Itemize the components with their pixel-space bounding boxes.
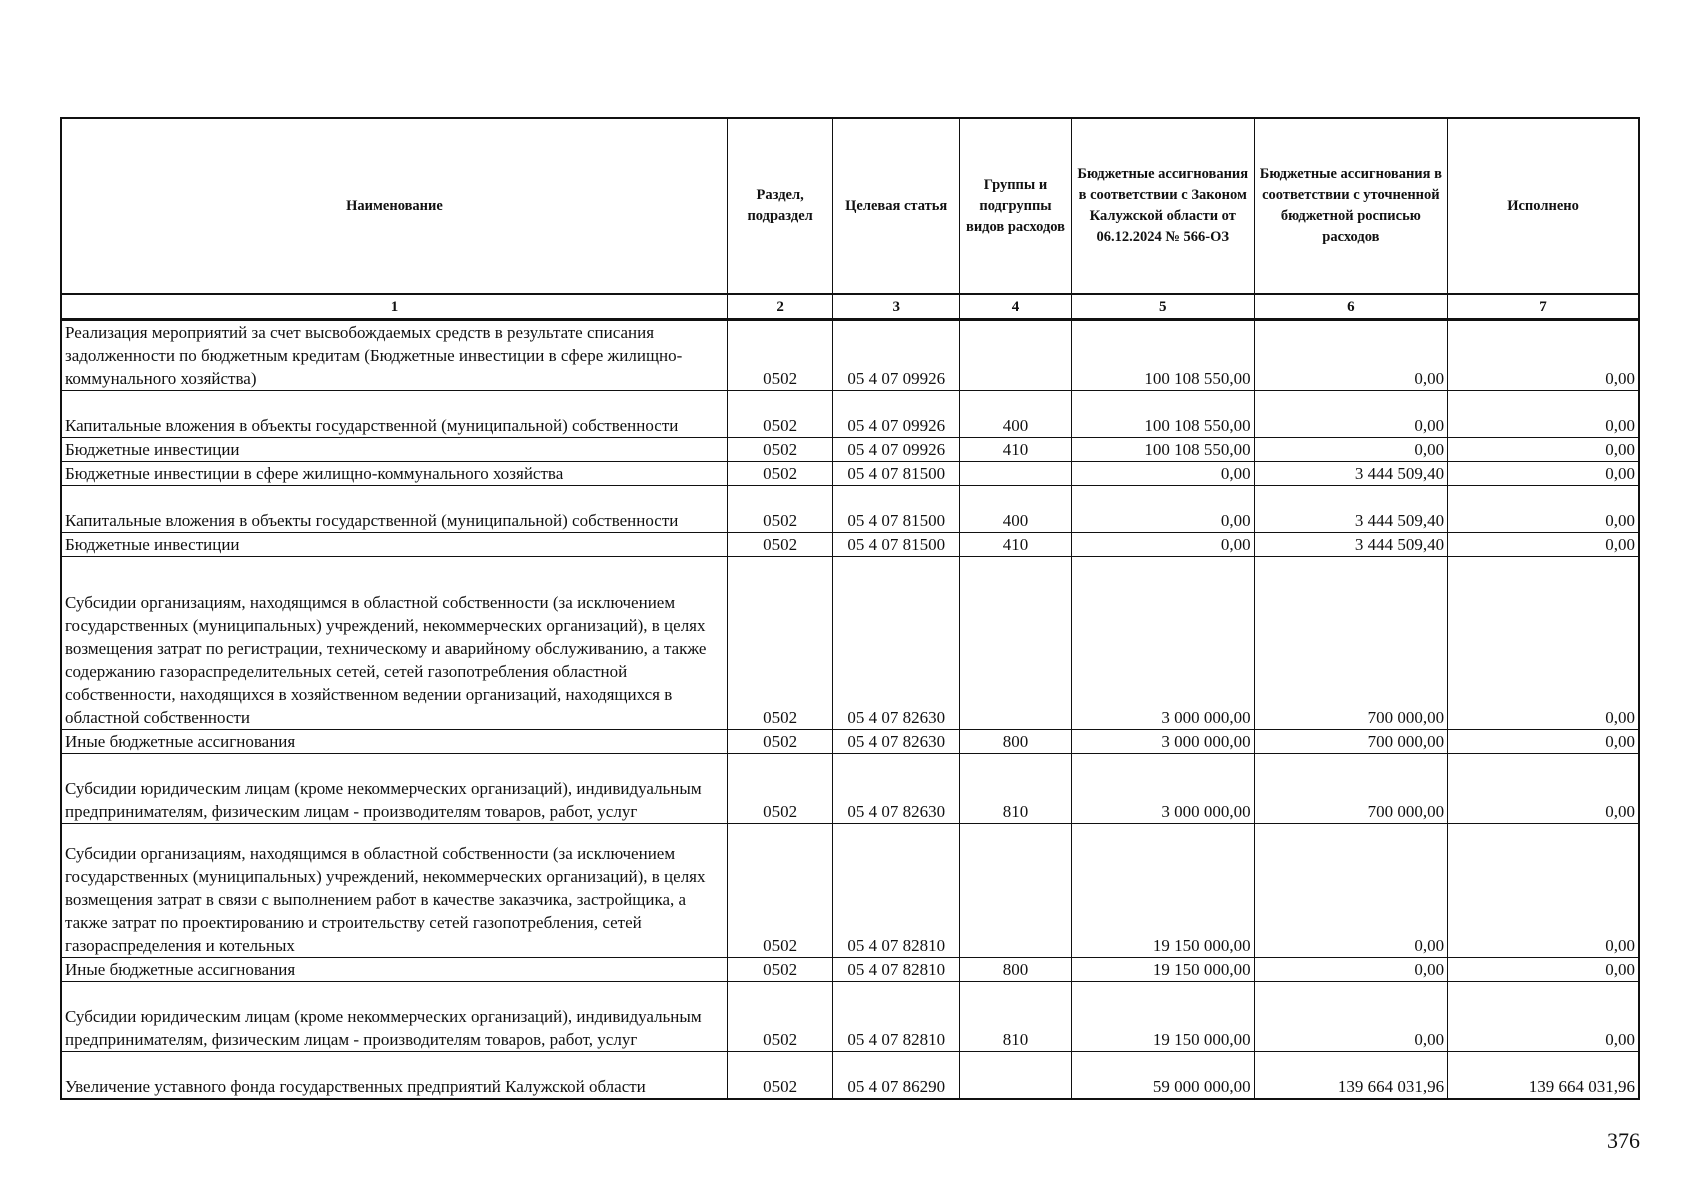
row-name: Бюджетные инвестиции: [61, 533, 727, 557]
column-number: 3: [833, 294, 960, 320]
row-executed-amount: 0,00: [1448, 462, 1639, 486]
row-law-amount: 3 000 000,00: [1071, 754, 1254, 824]
row-group: 800: [960, 730, 1072, 754]
row-law-amount: 19 150 000,00: [1071, 824, 1254, 958]
row-refined-amount: 3 444 509,40: [1254, 533, 1447, 557]
header-name: Наименование: [61, 118, 727, 294]
row-law-amount: 100 108 550,00: [1071, 320, 1254, 391]
row-law-amount: 19 150 000,00: [1071, 958, 1254, 982]
table-row: [61, 730, 1639, 754]
row-executed-amount: 0,00: [1448, 730, 1639, 754]
row-refined-amount: 3 444 509,40: [1254, 486, 1447, 533]
row-refined-amount: 0,00: [1254, 320, 1447, 391]
page-number: 376: [1607, 1128, 1640, 1153]
row-group: 810: [960, 754, 1072, 824]
row-refined-amount: 0,00: [1254, 438, 1447, 462]
row-group: 410: [960, 533, 1072, 557]
column-number: 6: [1254, 294, 1447, 320]
row-section: 0502: [727, 982, 832, 1052]
row-target: 05 4 07 86290: [833, 1052, 960, 1100]
row-group: 810: [960, 982, 1072, 1052]
row-target: 05 4 07 81500: [833, 533, 960, 557]
row-name: Субсидии организациям, находящимся в областной собственности (за исключением государственных (муниципальных) учреждений, некоммерческих организаций), в целях возмещения затрат в связи с выполнением работ в качестве заказчика, застройщика, а также затрат по проектированию и строительству сетей газопотребления, сетей газораспределения и котельных: [61, 824, 727, 958]
row-group: [960, 320, 1072, 391]
row-law-amount: 19 150 000,00: [1071, 982, 1254, 1052]
row-executed-amount: 0,00: [1448, 958, 1639, 982]
row-group: [960, 462, 1072, 486]
row-executed-amount: 0,00: [1448, 824, 1639, 958]
row-target: 05 4 07 09926: [833, 391, 960, 438]
row-executed-amount: 0,00: [1448, 533, 1639, 557]
row-executed-amount: 0,00: [1448, 754, 1639, 824]
row-executed-amount: 0,00: [1448, 982, 1639, 1052]
row-target: 05 4 07 82630: [833, 730, 960, 754]
row-refined-amount: 0,00: [1254, 391, 1447, 438]
row-group: [960, 1052, 1072, 1100]
row-name: Капитальные вложения в объекты государственной (муниципальной) собственности: [61, 391, 727, 438]
row-name: Реализация мероприятий за счет высвобождаемых средств в результате списания задолженности по бюджетным кредитам (Бюджетные инвестиции в сфере жилищно-коммунального хозяйства): [61, 320, 727, 391]
table-row: [61, 438, 1639, 462]
row-executed-amount: 0,00: [1448, 486, 1639, 533]
row-executed-amount: 0,00: [1448, 438, 1639, 462]
row-law-amount: 0,00: [1071, 486, 1254, 533]
row-executed-amount: 139 664 031,96: [1448, 1052, 1639, 1100]
table-row: [61, 754, 1639, 824]
row-refined-amount: 700 000,00: [1254, 557, 1447, 730]
row-section: 0502: [727, 824, 832, 958]
row-target: 05 4 07 82630: [833, 557, 960, 730]
table-row: [61, 824, 1639, 958]
row-refined-amount: 0,00: [1254, 982, 1447, 1052]
table-row: [61, 486, 1639, 533]
row-group: 400: [960, 486, 1072, 533]
row-refined-amount: 3 444 509,40: [1254, 462, 1447, 486]
row-name: Субсидии организациям, находящимся в областной собственности (за исключением государственных (муниципальных) учреждений, некоммерческих организаций), в целях возмещения затрат по регистрации, техническому и аварийному обслуживанию, а также содержанию газораспределительных сетей, сетей газопотребления областной собственности, находящихся в хозяйственном ведении организаций, находящихся в областной собственности: [61, 557, 727, 730]
table-row: [61, 462, 1639, 486]
column-number: 4: [960, 294, 1072, 320]
row-name: Субсидии юридическим лицам (кроме некоммерческих организаций), индивидуальным предпринимателям, физическим лицам - производителям товаров, работ, услуг: [61, 754, 727, 824]
row-name: Увеличение уставного фонда государственных предприятий Калужской области: [61, 1052, 727, 1100]
row-section: 0502: [727, 533, 832, 557]
budget-table: [60, 117, 1640, 1100]
row-target: 05 4 07 09926: [833, 438, 960, 462]
row-target: 05 4 07 82630: [833, 754, 960, 824]
row-section: 0502: [727, 320, 832, 391]
table-row: [61, 391, 1639, 438]
row-section: 0502: [727, 730, 832, 754]
row-executed-amount: 0,00: [1448, 557, 1639, 730]
row-law-amount: 100 108 550,00: [1071, 438, 1254, 462]
row-name: Иные бюджетные ассигнования: [61, 730, 727, 754]
column-number: 2: [727, 294, 832, 320]
row-refined-amount: 139 664 031,96: [1254, 1052, 1447, 1100]
table-row: [61, 1052, 1639, 1100]
row-group: 410: [960, 438, 1072, 462]
table-row: [61, 320, 1639, 391]
table-header-row: [61, 118, 1639, 294]
row-section: 0502: [727, 391, 832, 438]
row-section: 0502: [727, 486, 832, 533]
row-target: 05 4 07 81500: [833, 486, 960, 533]
header-executed: Исполнено: [1448, 118, 1639, 294]
row-group: [960, 824, 1072, 958]
table-row: [61, 958, 1639, 982]
row-executed-amount: 0,00: [1448, 320, 1639, 391]
row-refined-amount: 0,00: [1254, 824, 1447, 958]
row-refined-amount: 700 000,00: [1254, 754, 1447, 824]
row-section: 0502: [727, 557, 832, 730]
column-number: 5: [1071, 294, 1254, 320]
row-group: [960, 557, 1072, 730]
column-number-row: [61, 294, 1639, 320]
row-target: 05 4 07 09926: [833, 320, 960, 391]
table-row: [61, 533, 1639, 557]
row-section: 0502: [727, 462, 832, 486]
row-target: 05 4 07 82810: [833, 824, 960, 958]
row-section: 0502: [727, 1052, 832, 1100]
row-law-amount: 59 000 000,00: [1071, 1052, 1254, 1100]
table-row: [61, 557, 1639, 730]
row-refined-amount: 0,00: [1254, 958, 1447, 982]
row-group: 800: [960, 958, 1072, 982]
row-target: 05 4 07 81500: [833, 462, 960, 486]
row-section: 0502: [727, 438, 832, 462]
row-name: Капитальные вложения в объекты государственной (муниципальной) собственности: [61, 486, 727, 533]
row-name: Бюджетные инвестиции: [61, 438, 727, 462]
header-law: Бюджетные ассигнования в соответствии с Законом Калужской области от 06.12.2024 № 566-ОЗ: [1071, 118, 1254, 294]
row-name: Иные бюджетные ассигнования: [61, 958, 727, 982]
row-law-amount: 3 000 000,00: [1071, 730, 1254, 754]
row-law-amount: 100 108 550,00: [1071, 391, 1254, 438]
table-row: [61, 982, 1639, 1052]
row-target: 05 4 07 82810: [833, 958, 960, 982]
row-target: 05 4 07 82810: [833, 982, 960, 1052]
column-number: 1: [61, 294, 727, 320]
row-section: 0502: [727, 958, 832, 982]
header-section: Раздел, подраздел: [727, 118, 832, 294]
row-law-amount: 3 000 000,00: [1071, 557, 1254, 730]
row-name: Бюджетные инвестиции в сфере жилищно-коммунального хозяйства: [61, 462, 727, 486]
row-law-amount: 0,00: [1071, 462, 1254, 486]
row-section: 0502: [727, 754, 832, 824]
row-refined-amount: 700 000,00: [1254, 730, 1447, 754]
row-name: Субсидии юридическим лицам (кроме некоммерческих организаций), индивидуальным предпринимателям, физическим лицам - производителям товаров, работ, услуг: [61, 982, 727, 1052]
row-group: 400: [960, 391, 1072, 438]
header-group: Группы и подгруппы видов расходов: [960, 118, 1072, 294]
row-law-amount: 0,00: [1071, 533, 1254, 557]
header-target: Целевая статья: [833, 118, 960, 294]
header-refined: Бюджетные ассигнования в соответствии с уточненной бюджетной росписью расходов: [1254, 118, 1447, 294]
row-executed-amount: 0,00: [1448, 391, 1639, 438]
column-number: 7: [1448, 294, 1639, 320]
